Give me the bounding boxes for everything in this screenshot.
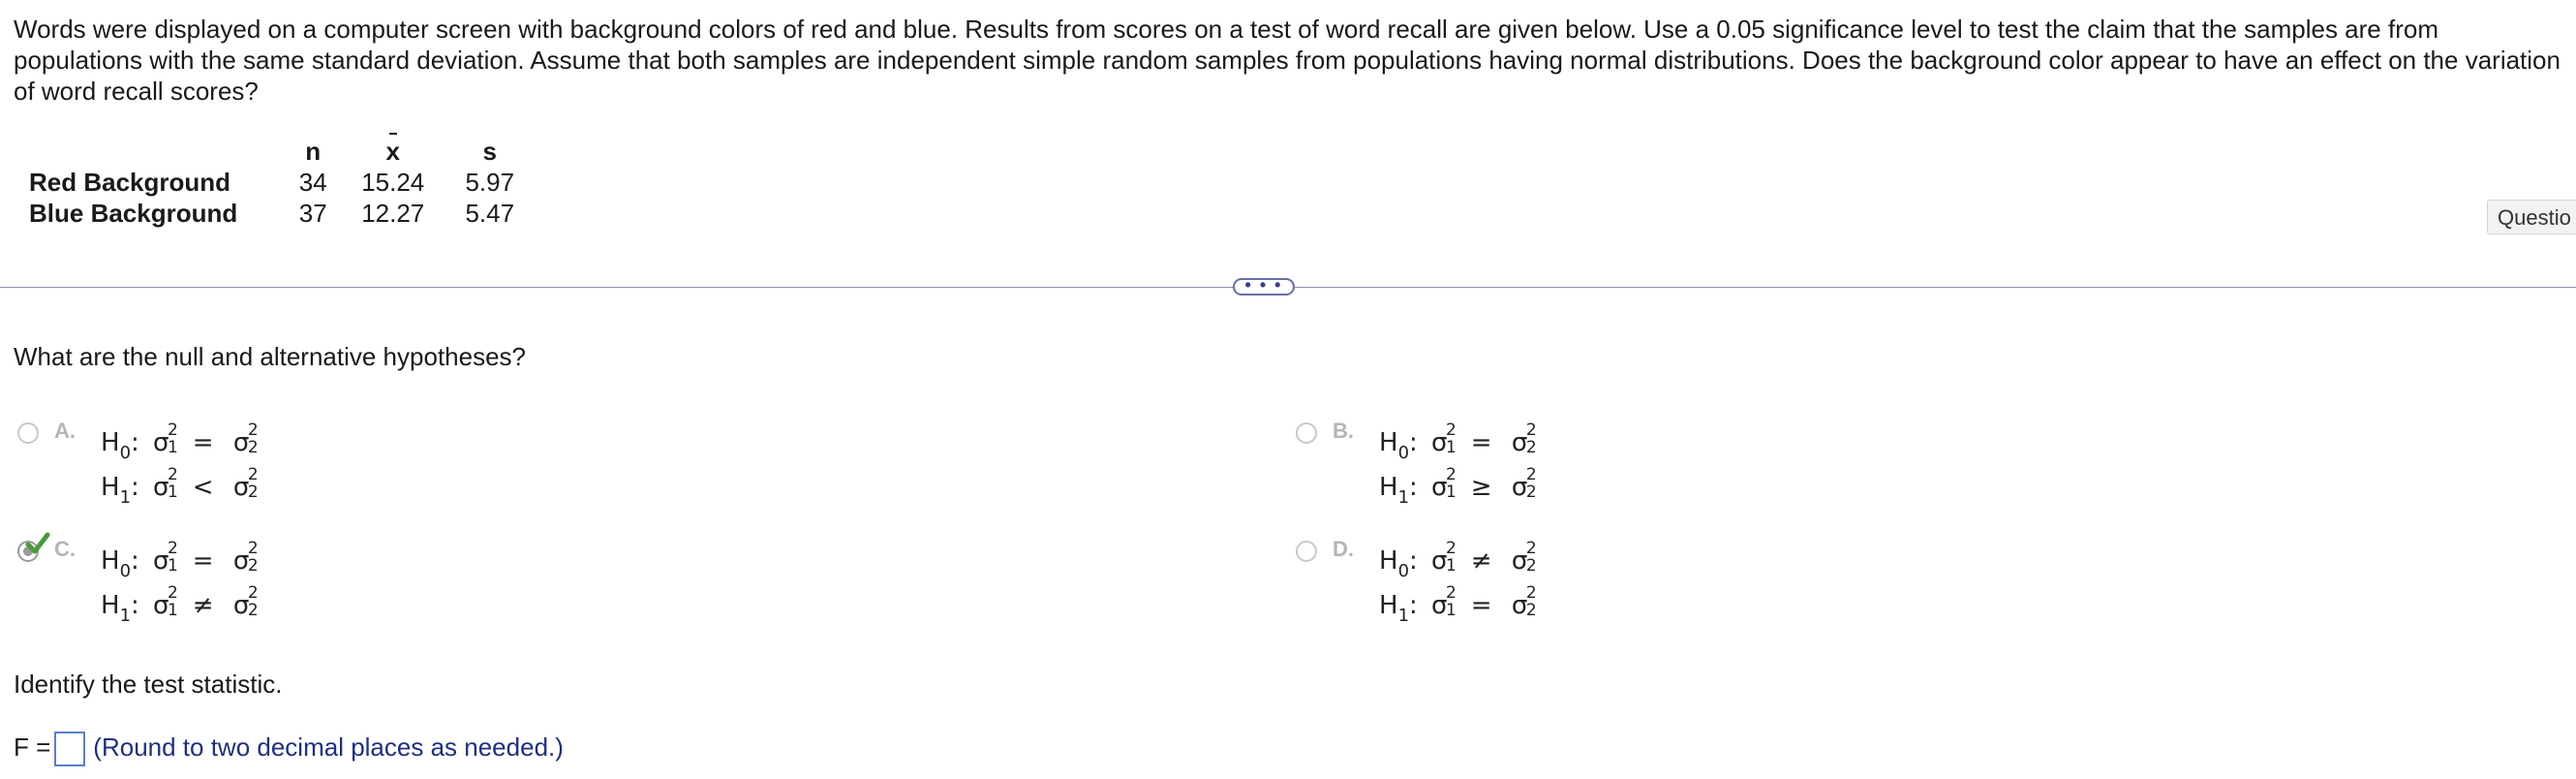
option-d[interactable] <box>1296 537 2458 657</box>
f-answer-line <box>14 729 564 766</box>
null-hypothesis: $H_0$: σ 2 1 = σ 2 2 <box>101 421 259 463</box>
table-row <box>29 198 536 229</box>
table-row <box>29 167 536 198</box>
alt-hypothesis: $H_1$: σ 2 1 ≥ σ 2 2 <box>1379 465 1537 508</box>
col-header-s: s <box>482 137 497 166</box>
option-b[interactable] <box>1296 419 2458 539</box>
cell-s: 5.97 <box>465 168 515 197</box>
checkmark-icon <box>25 531 50 556</box>
option-letter: D. <box>1333 537 1354 561</box>
cell-n: 37 <box>298 199 327 228</box>
row-label-blue: Blue Background <box>29 199 238 228</box>
col-header-xbar <box>342 136 444 167</box>
option-letter: A. <box>54 419 76 443</box>
question-tab[interactable]: Questio <box>2487 200 2576 234</box>
null-hypothesis: $H_0$: σ 2 1 = σ 2 2 <box>1379 421 1537 463</box>
cell-xbar: 15.24 <box>361 168 425 197</box>
row-label-red: Red Background <box>29 168 231 197</box>
option-a[interactable] <box>17 419 1180 539</box>
alt-hypothesis: $H_1$: σ 2 1 ≠ σ 2 2 <box>101 583 259 626</box>
f-label: F = <box>14 732 51 762</box>
table-corner <box>29 136 284 167</box>
option-letter: B. <box>1333 419 1354 443</box>
col-header-n: n <box>305 137 322 166</box>
option-c[interactable] <box>17 537 1180 657</box>
rounding-note: (Round to two decimal places as needed.) <box>93 732 564 762</box>
xbar-symbol: x <box>385 137 400 166</box>
radio-button[interactable] <box>17 422 39 444</box>
option-letter: C. <box>54 537 76 561</box>
null-hypothesis: $H_0$: σ 2 1 = σ 2 2 <box>101 539 259 581</box>
expand-handle[interactable]: • • • <box>1233 278 1295 296</box>
hypotheses-prompt: What are the null and alternative hypotheses? <box>14 342 527 371</box>
data-table <box>29 136 536 229</box>
radio-button[interactable] <box>1296 422 1317 444</box>
problem-statement: Words were displayed on a computer screen with background colors of red and blue. Results from scores on a test of word recall are given below. Use a 0.05 significance level to test the claim that the samples are from populations with the same standard deviation. Assume that both samples are independent simple random samples from populations having normal distributions. Does the background color appear to have an effect on the variation of word recall scores? <box>14 15 2561 106</box>
test-statistic-prompt: Identify the test statistic. <box>14 670 283 699</box>
cell-s: 5.47 <box>465 199 515 228</box>
alt-hypothesis: $H_1$: σ 2 1 = σ 2 2 <box>1379 583 1537 626</box>
radio-button[interactable] <box>1296 541 1317 562</box>
alt-hypothesis: $H_1$: σ 2 1 < σ 2 2 <box>101 465 259 508</box>
f-input[interactable] <box>54 732 85 766</box>
cell-n: 34 <box>298 168 327 197</box>
null-hypothesis: $H_0$: σ 2 1 ≠ σ 2 2 <box>1379 539 1537 581</box>
cell-xbar: 12.27 <box>361 199 425 228</box>
